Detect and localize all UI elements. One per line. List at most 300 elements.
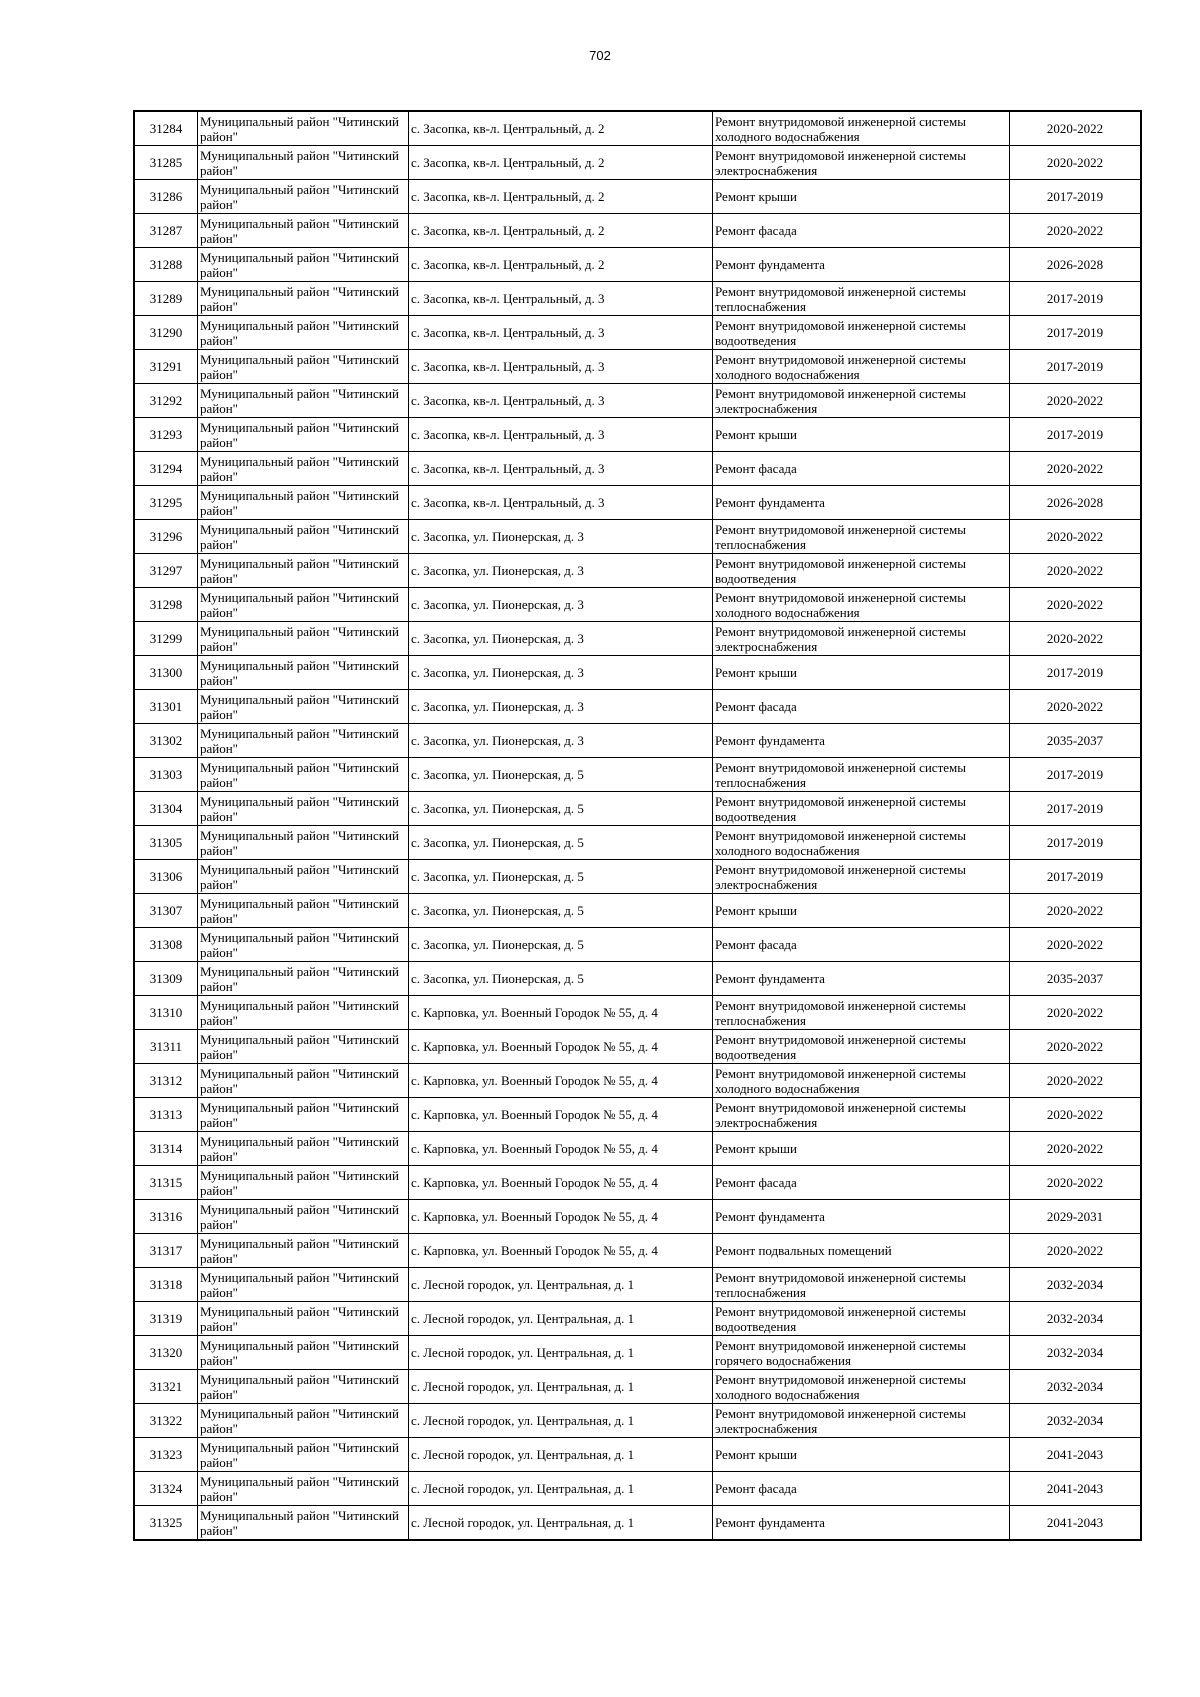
municipality-line: район" xyxy=(200,1046,238,1062)
work-type-cell xyxy=(713,996,1010,1030)
municipality-cell xyxy=(198,1302,409,1336)
address-cell: с. Засопка, ул. Пионерская, д. 3 xyxy=(409,690,713,724)
row-number-cell: 31291 xyxy=(134,350,198,384)
row-number-cell: 31304 xyxy=(134,792,198,826)
address-cell: с. Засопка, кв-л. Центральный, д. 3 xyxy=(409,282,713,316)
row-number-cell: 31325 xyxy=(134,1506,198,1541)
address-cell: с. Засопка, кв-л. Центральный, д. 2 xyxy=(409,180,713,214)
municipality-cell xyxy=(198,452,409,486)
address-cell: с. Засопка, ул. Пионерская, д. 3 xyxy=(409,520,713,554)
work-type-cell xyxy=(713,1472,1010,1506)
row-number-cell: 31301 xyxy=(134,690,198,724)
work-type-cell xyxy=(713,792,1010,826)
period-cell: 2026-2028 xyxy=(1010,248,1142,282)
row-number-cell: 31317 xyxy=(134,1234,198,1268)
municipality-line: район" xyxy=(200,910,238,926)
municipality-line: Муниципальный район "Читинский xyxy=(200,1405,399,1421)
work-type-cell xyxy=(713,622,1010,656)
table-row xyxy=(134,146,1141,180)
table-row xyxy=(134,1166,1141,1200)
municipality-line: район" xyxy=(200,1182,238,1198)
work-type-line: Ремонт подвальных помещений xyxy=(715,1243,892,1258)
row-number-cell: 31300 xyxy=(134,656,198,690)
municipality-line: район" xyxy=(200,876,238,892)
table-row xyxy=(134,792,1141,826)
work-type-line: Ремонт внутридомовой инженерной системы xyxy=(715,1337,966,1353)
row-number-cell: 31303 xyxy=(134,758,198,792)
table-row xyxy=(134,1098,1141,1132)
address-cell: с. Лесной городок, ул. Центральная, д. 1 xyxy=(409,1404,713,1438)
municipality-cell xyxy=(198,1132,409,1166)
period-cell: 2035-2037 xyxy=(1010,724,1142,758)
municipality-line: Муниципальный район "Читинский xyxy=(200,861,399,877)
work-type-cell xyxy=(713,1098,1010,1132)
municipality-line: Муниципальный район "Читинский xyxy=(200,1473,399,1489)
period-cell: 2020-2022 xyxy=(1010,1064,1142,1098)
table-row xyxy=(134,1336,1141,1370)
municipality-line: Муниципальный район "Читинский xyxy=(200,623,399,639)
address-cell: с. Лесной городок, ул. Центральная, д. 1 xyxy=(409,1268,713,1302)
table-row xyxy=(134,214,1141,248)
work-type-line: Ремонт фундамента xyxy=(715,257,825,272)
period-cell: 2020-2022 xyxy=(1010,1234,1142,1268)
repair-schedule-table xyxy=(133,110,1142,1541)
municipality-line: Муниципальный район "Читинский xyxy=(200,1167,399,1183)
work-type-line: электроснабжения xyxy=(715,638,818,654)
address-cell: с. Лесной городок, ул. Центральная, д. 1 xyxy=(409,1472,713,1506)
work-type-cell xyxy=(713,554,1010,588)
table-row xyxy=(134,452,1141,486)
municipality-cell xyxy=(198,282,409,316)
work-type-cell xyxy=(713,1506,1010,1541)
table-row xyxy=(134,860,1141,894)
period-cell: 2017-2019 xyxy=(1010,180,1142,214)
period-cell: 2020-2022 xyxy=(1010,622,1142,656)
municipality-line: район" xyxy=(200,1114,238,1130)
row-number-cell: 31287 xyxy=(134,214,198,248)
row-number-cell: 31306 xyxy=(134,860,198,894)
municipality-cell xyxy=(198,350,409,384)
address-cell: с. Засопка, кв-л. Центральный, д. 3 xyxy=(409,418,713,452)
period-cell: 2035-2037 xyxy=(1010,962,1142,996)
address-cell: с. Засопка, ул. Пионерская, д. 5 xyxy=(409,792,713,826)
work-type-line: Ремонт фасада xyxy=(715,937,797,952)
row-number-cell: 31322 xyxy=(134,1404,198,1438)
municipality-line: район" xyxy=(200,1012,238,1028)
municipality-line: район" xyxy=(200,1216,238,1232)
work-type-line: холодного водоснабжения xyxy=(715,128,860,144)
row-number-cell: 31320 xyxy=(134,1336,198,1370)
table-row xyxy=(134,1064,1141,1098)
municipality-line: Муниципальный район "Читинский xyxy=(200,1269,399,1285)
municipality-line: Муниципальный район "Читинский xyxy=(200,283,399,299)
row-number-cell: 31305 xyxy=(134,826,198,860)
work-type-cell xyxy=(713,1030,1010,1064)
work-type-line: Ремонт внутридомовой инженерной системы xyxy=(715,147,966,163)
work-type-cell xyxy=(713,894,1010,928)
work-type-cell xyxy=(713,656,1010,690)
municipality-cell xyxy=(198,996,409,1030)
work-type-line: теплоснабжения xyxy=(715,1012,806,1028)
address-cell: с. Засопка, ул. Пионерская, д. 3 xyxy=(409,554,713,588)
row-number-cell: 31313 xyxy=(134,1098,198,1132)
table-row xyxy=(134,690,1141,724)
table-row xyxy=(134,486,1141,520)
work-type-line: Ремонт внутридомовой инженерной системы xyxy=(715,1065,966,1081)
row-number-cell: 31321 xyxy=(134,1370,198,1404)
municipality-line: Муниципальный район "Читинский xyxy=(200,1031,399,1047)
row-number-cell: 31290 xyxy=(134,316,198,350)
row-number-cell: 31299 xyxy=(134,622,198,656)
period-cell: 2020-2022 xyxy=(1010,928,1142,962)
table-row xyxy=(134,418,1141,452)
table-row xyxy=(134,1438,1141,1472)
work-type-cell xyxy=(713,316,1010,350)
address-cell: с. Засопка, кв-л. Центральный, д. 2 xyxy=(409,248,713,282)
municipality-line: район" xyxy=(200,638,238,654)
work-type-line: Ремонт фасада xyxy=(715,1175,797,1190)
municipality-cell xyxy=(198,894,409,928)
address-cell: с. Засопка, кв-л. Центральный, д. 2 xyxy=(409,146,713,180)
municipality-cell xyxy=(198,1438,409,1472)
work-type-line: Ремонт внутридомовой инженерной системы xyxy=(715,1371,966,1387)
table-row xyxy=(134,1472,1141,1506)
municipality-line: Муниципальный район "Читинский xyxy=(200,793,399,809)
address-cell: с. Засопка, ул. Пионерская, д. 5 xyxy=(409,826,713,860)
row-number-cell: 31285 xyxy=(134,146,198,180)
work-type-cell xyxy=(713,1166,1010,1200)
municipality-line: район" xyxy=(200,434,238,450)
municipality-line: Муниципальный район "Читинский xyxy=(200,351,399,367)
municipality-line: район" xyxy=(200,1080,238,1096)
work-type-line: Ремонт внутридомовой инженерной системы xyxy=(715,589,966,605)
period-cell: 2032-2034 xyxy=(1010,1268,1142,1302)
work-type-cell xyxy=(713,1370,1010,1404)
municipality-line: район" xyxy=(200,162,238,178)
work-type-cell xyxy=(713,758,1010,792)
work-type-line: Ремонт внутридомовой инженерной системы xyxy=(715,793,966,809)
address-cell: с. Засопка, ул. Пионерская, д. 3 xyxy=(409,656,713,690)
municipality-cell xyxy=(198,588,409,622)
address-cell: с. Карповка, ул. Военный Городок № 55, д. 4 xyxy=(409,1200,713,1234)
municipality-line: Муниципальный район "Читинский xyxy=(200,215,399,231)
municipality-line: район" xyxy=(200,468,238,484)
municipality-line: Муниципальный район "Читинский xyxy=(200,1201,399,1217)
period-cell: 2020-2022 xyxy=(1010,384,1142,418)
work-type-cell xyxy=(713,588,1010,622)
work-type-cell xyxy=(713,1234,1010,1268)
table-row xyxy=(134,384,1141,418)
work-type-line: холодного водоснабжения xyxy=(715,366,860,382)
municipality-cell xyxy=(198,656,409,690)
work-type-line: Ремонт внутридомовой инженерной системы xyxy=(715,827,966,843)
row-number-cell: 31316 xyxy=(134,1200,198,1234)
table-row xyxy=(134,316,1141,350)
period-cell: 2017-2019 xyxy=(1010,316,1142,350)
address-cell: с. Карповка, ул. Военный Городок № 55, д. 4 xyxy=(409,1132,713,1166)
work-type-cell xyxy=(713,180,1010,214)
table-row xyxy=(134,894,1141,928)
row-number-cell: 31293 xyxy=(134,418,198,452)
municipality-cell xyxy=(198,1472,409,1506)
municipality-line: Муниципальный район "Читинский xyxy=(200,963,399,979)
table-row xyxy=(134,588,1141,622)
row-number-cell: 31294 xyxy=(134,452,198,486)
table-row xyxy=(134,758,1141,792)
row-number-cell: 31289 xyxy=(134,282,198,316)
municipality-line: район" xyxy=(200,1318,238,1334)
page-number: 702 xyxy=(589,48,611,63)
period-cell: 2020-2022 xyxy=(1010,214,1142,248)
municipality-line: Муниципальный район "Читинский xyxy=(200,725,399,741)
table-row xyxy=(134,1370,1141,1404)
table-row xyxy=(134,1132,1141,1166)
work-type-cell xyxy=(713,146,1010,180)
municipality-cell xyxy=(198,724,409,758)
period-cell: 2029-2031 xyxy=(1010,1200,1142,1234)
address-cell: с. Засопка, кв-л. Центральный, д. 3 xyxy=(409,384,713,418)
municipality-line: Муниципальный район "Читинский xyxy=(200,249,399,265)
municipality-cell xyxy=(198,214,409,248)
municipality-line: район" xyxy=(200,196,238,212)
address-cell: с. Засопка, ул. Пионерская, д. 3 xyxy=(409,622,713,656)
work-type-line: Ремонт фундамента xyxy=(715,495,825,510)
work-type-cell xyxy=(713,350,1010,384)
municipality-cell xyxy=(198,384,409,418)
work-type-cell xyxy=(713,486,1010,520)
work-type-line: горячего водоснабжения xyxy=(715,1352,851,1368)
municipality-cell xyxy=(198,180,409,214)
work-type-line: теплоснабжения xyxy=(715,774,806,790)
period-cell: 2020-2022 xyxy=(1010,1030,1142,1064)
municipality-line: Муниципальный район "Читинский xyxy=(200,589,399,605)
municipality-line: район" xyxy=(200,1284,238,1300)
work-type-line: Ремонт внутридомовой инженерной системы xyxy=(715,555,966,571)
municipality-line: Муниципальный район "Читинский xyxy=(200,147,399,163)
work-type-cell xyxy=(713,282,1010,316)
table-row xyxy=(134,248,1141,282)
period-cell: 2020-2022 xyxy=(1010,588,1142,622)
municipality-cell xyxy=(198,1098,409,1132)
row-number-cell: 31311 xyxy=(134,1030,198,1064)
municipality-line: Муниципальный район "Читинский xyxy=(200,997,399,1013)
work-type-line: холодного водоснабжения xyxy=(715,1080,860,1096)
period-cell: 2041-2043 xyxy=(1010,1472,1142,1506)
municipality-line: район" xyxy=(200,332,238,348)
period-cell: 2020-2022 xyxy=(1010,1098,1142,1132)
municipality-line: Муниципальный район "Читинский xyxy=(200,1303,399,1319)
municipality-line: Муниципальный район "Читинский xyxy=(200,827,399,843)
table-row xyxy=(134,724,1141,758)
row-number-cell: 31315 xyxy=(134,1166,198,1200)
period-cell: 2017-2019 xyxy=(1010,656,1142,690)
work-type-cell xyxy=(713,111,1010,146)
work-type-line: Ремонт внутридомовой инженерной системы xyxy=(715,113,966,129)
municipality-line: Муниципальный район "Читинский xyxy=(200,1337,399,1353)
municipality-cell xyxy=(198,316,409,350)
municipality-cell xyxy=(198,860,409,894)
work-type-line: водоотведения xyxy=(715,1318,797,1334)
work-type-line: водоотведения xyxy=(715,332,797,348)
table-row xyxy=(134,1268,1141,1302)
address-cell: с. Засопка, ул. Пионерская, д. 3 xyxy=(409,724,713,758)
row-number-cell: 31309 xyxy=(134,962,198,996)
address-cell: с. Засопка, кв-л. Центральный, д. 3 xyxy=(409,452,713,486)
municipality-cell xyxy=(198,1234,409,1268)
row-number-cell: 31314 xyxy=(134,1132,198,1166)
table-row xyxy=(134,350,1141,384)
work-type-line: Ремонт фасада xyxy=(715,461,797,476)
municipality-line: район" xyxy=(200,808,238,824)
work-type-line: Ремонт фасада xyxy=(715,223,797,238)
row-number-cell: 31307 xyxy=(134,894,198,928)
table-row xyxy=(134,180,1141,214)
row-number-cell: 31298 xyxy=(134,588,198,622)
period-cell: 2017-2019 xyxy=(1010,860,1142,894)
work-type-line: электроснабжения xyxy=(715,876,818,892)
address-cell: с. Карповка, ул. Военный Городок № 55, д. 4 xyxy=(409,1098,713,1132)
period-cell: 2020-2022 xyxy=(1010,690,1142,724)
municipality-cell xyxy=(198,111,409,146)
municipality-cell xyxy=(198,1336,409,1370)
table-row xyxy=(134,554,1141,588)
municipality-cell xyxy=(198,1268,409,1302)
row-number-cell: 31296 xyxy=(134,520,198,554)
address-cell: с. Карповка, ул. Военный Городок № 55, д. 4 xyxy=(409,1234,713,1268)
municipality-line: район" xyxy=(200,1522,238,1538)
work-type-line: Ремонт фасада xyxy=(715,1481,797,1496)
work-type-line: Ремонт внутридомовой инженерной системы xyxy=(715,1269,966,1285)
municipality-line: район" xyxy=(200,536,238,552)
work-type-cell xyxy=(713,724,1010,758)
work-type-line: водоотведения xyxy=(715,1046,797,1062)
work-type-line: Ремонт внутридомовой инженерной системы xyxy=(715,759,966,775)
period-cell: 2017-2019 xyxy=(1010,792,1142,826)
work-type-line: водоотведения xyxy=(715,808,797,824)
municipality-line: район" xyxy=(200,672,238,688)
work-type-line: Ремонт крыши xyxy=(715,1141,797,1156)
row-number-cell: 31310 xyxy=(134,996,198,1030)
work-type-line: электроснабжения xyxy=(715,1420,818,1436)
row-number-cell: 31324 xyxy=(134,1472,198,1506)
address-cell: с. Засопка, кв-л. Центральный, д. 2 xyxy=(409,111,713,146)
table-row xyxy=(134,1234,1141,1268)
municipality-cell xyxy=(198,1030,409,1064)
work-type-cell xyxy=(713,520,1010,554)
table-row xyxy=(134,928,1141,962)
table-row xyxy=(134,1030,1141,1064)
municipality-line: район" xyxy=(200,1386,238,1402)
municipality-line: Муниципальный район "Читинский xyxy=(200,929,399,945)
address-cell: с. Карповка, ул. Военный Городок № 55, д. 4 xyxy=(409,1064,713,1098)
work-type-cell xyxy=(713,1064,1010,1098)
municipality-line: район" xyxy=(200,1148,238,1164)
period-cell: 2020-2022 xyxy=(1010,996,1142,1030)
municipality-line: Муниципальный район "Читинский xyxy=(200,181,399,197)
period-cell: 2032-2034 xyxy=(1010,1336,1142,1370)
municipality-line: район" xyxy=(200,502,238,518)
address-cell: с. Карповка, ул. Военный Городок № 55, д. 4 xyxy=(409,996,713,1030)
period-cell: 2032-2034 xyxy=(1010,1302,1142,1336)
address-cell: с. Засопка, ул. Пионерская, д. 5 xyxy=(409,758,713,792)
table-row xyxy=(134,826,1141,860)
table-row xyxy=(134,962,1141,996)
municipality-line: район" xyxy=(200,1250,238,1266)
municipality-cell xyxy=(198,792,409,826)
work-type-line: Ремонт внутридомовой инженерной системы xyxy=(715,997,966,1013)
municipality-line: Муниципальный район "Читинский xyxy=(200,1099,399,1115)
period-cell: 2020-2022 xyxy=(1010,146,1142,180)
municipality-line: Муниципальный район "Читинский xyxy=(200,521,399,537)
row-number-cell: 31297 xyxy=(134,554,198,588)
municipality-line: Муниципальный район "Читинский xyxy=(200,1065,399,1081)
work-type-line: Ремонт внутридомовой инженерной системы xyxy=(715,385,966,401)
municipality-line: район" xyxy=(200,1420,238,1436)
work-type-cell xyxy=(713,1336,1010,1370)
work-type-line: холодного водоснабжения xyxy=(715,842,860,858)
work-type-cell xyxy=(713,690,1010,724)
municipality-cell xyxy=(198,1370,409,1404)
municipality-line: Муниципальный район "Читинский xyxy=(200,555,399,571)
work-type-line: Ремонт крыши xyxy=(715,903,797,918)
address-cell: с. Лесной городок, ул. Центральная, д. 1 xyxy=(409,1302,713,1336)
work-type-cell xyxy=(713,928,1010,962)
work-type-line: Ремонт внутридомовой инженерной системы xyxy=(715,1031,966,1047)
municipality-cell xyxy=(198,248,409,282)
municipality-line: район" xyxy=(200,604,238,620)
table-row xyxy=(134,1404,1141,1438)
municipality-cell xyxy=(198,1064,409,1098)
municipality-line: Муниципальный район "Читинский xyxy=(200,1235,399,1251)
municipality-line: Муниципальный район "Читинский xyxy=(200,1371,399,1387)
address-cell: с. Засопка, кв-л. Центральный, д. 2 xyxy=(409,214,713,248)
row-number-cell: 31295 xyxy=(134,486,198,520)
work-type-line: электроснабжения xyxy=(715,1114,818,1130)
work-type-line: Ремонт внутридомовой инженерной системы xyxy=(715,1405,966,1421)
address-cell: с. Лесной городок, ул. Центральная, д. 1 xyxy=(409,1438,713,1472)
work-type-line: Ремонт внутридомовой инженерной системы xyxy=(715,1099,966,1115)
municipality-line: район" xyxy=(200,944,238,960)
work-type-cell xyxy=(713,418,1010,452)
work-type-line: электроснабжения xyxy=(715,400,818,416)
work-type-line: Ремонт крыши xyxy=(715,665,797,680)
work-type-cell xyxy=(713,1404,1010,1438)
row-number-cell: 31319 xyxy=(134,1302,198,1336)
municipality-line: район" xyxy=(200,366,238,382)
municipality-cell xyxy=(198,1166,409,1200)
work-type-cell xyxy=(713,1200,1010,1234)
municipality-line: район" xyxy=(200,706,238,722)
municipality-cell xyxy=(198,962,409,996)
table-row xyxy=(134,622,1141,656)
period-cell: 2017-2019 xyxy=(1010,282,1142,316)
municipality-cell xyxy=(198,826,409,860)
work-type-cell xyxy=(713,1302,1010,1336)
address-cell: с. Лесной городок, ул. Центральная, д. 1 xyxy=(409,1370,713,1404)
address-cell: с. Карповка, ул. Военный Городок № 55, д. 4 xyxy=(409,1030,713,1064)
municipality-cell xyxy=(198,520,409,554)
address-cell: с. Засопка, кв-л. Центральный, д. 3 xyxy=(409,486,713,520)
municipality-line: район" xyxy=(200,1352,238,1368)
municipality-line: Муниципальный район "Читинский xyxy=(200,1439,399,1455)
address-cell: с. Засопка, ул. Пионерская, д. 3 xyxy=(409,588,713,622)
municipality-line: район" xyxy=(200,842,238,858)
period-cell: 2020-2022 xyxy=(1010,1132,1142,1166)
period-cell: 2020-2022 xyxy=(1010,1166,1142,1200)
work-type-cell xyxy=(713,1132,1010,1166)
table-row xyxy=(134,282,1141,316)
period-cell: 2020-2022 xyxy=(1010,554,1142,588)
